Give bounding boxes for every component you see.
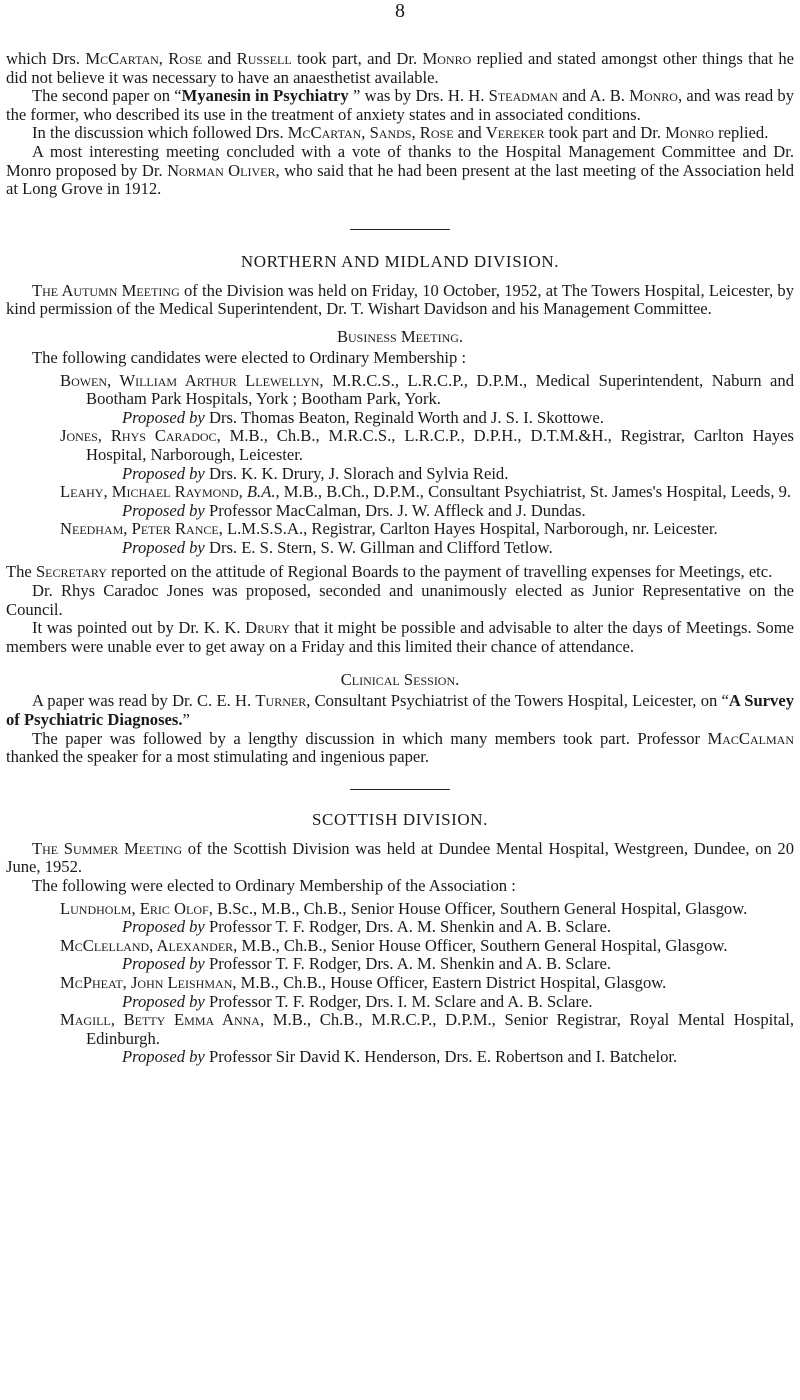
intro-paragraph-2: The second paper on “Myanesin in Psychiatry ” was by Drs. H. H. Steadman and A. B. Monro, and was read by the former, who described its use in the treatment of anxiety states and in associated conditions.: [6, 86, 795, 124]
member-entry: McPheat, John Leishman, M.B., Ch.B., House Officer, Eastern District Hospital, Glasgow.: [60, 972, 667, 992]
member-proposers: Proposed by Drs. K. K. Drury, J. Slorach and Sylvia Reid.: [122, 463, 509, 483]
section-divider: [350, 789, 450, 790]
member-entry: McClelland, Alexander, M.B., Ch.B., Senior House Officer, Southern General Hospital, Glasgow.: [60, 935, 728, 955]
section-heading-scottish: SCOTTISH DIVISION.: [311, 809, 489, 829]
northern-member-list: [6, 372, 794, 558]
member-entry: Leahy, Michael Raymond, B.A., M.B., B.Ch., D.P.M., Consultant Psychiatrist, St. James's Hospital, Leeds, 9.: [60, 482, 792, 502]
page-number: 8: [395, 0, 405, 22]
member-proposers: Proposed by Professor T. F. Rodger, Drs. A. M. Shenkin and A. B. Sclare.: [122, 954, 612, 974]
member-proposers: Proposed by Drs. Thomas Beaton, Reginald Worth and J. S. I. Skottowe.: [122, 407, 604, 427]
section-divider: [350, 229, 450, 230]
northern-lead-paragraph: The Autumn Meeting of the Division was held on Friday, 10 October, 1952, at The Towers Hospital, Leicester, by kind permission of the Medical Superintendent, Dr. T. Wishart Davidson and his Management Committee.: [6, 280, 795, 319]
paper-title-myanesin: Myanesin in Psychiatry: [181, 86, 349, 106]
member-entry: Bowen, William Arthur Llewellyn, M.R.C.S., L.R.C.P., D.P.M., Medical Superintendent, Naburn and Bootham Park Hospitals, York ; Bootham Park, York.: [60, 370, 794, 409]
clinical-discussion-paragraph: The paper was followed by a lengthy discussion in which many members took part. Professor MacCalman thanked the speaker for a most stimulating and ingenious paper.: [6, 728, 794, 767]
intro-paragraph-1: which Drs. McCartan, Rose and Russell took part, and Dr. Monro replied and stated amongst other things that he did not believe it was necessary to have an anaesthetist available.: [6, 49, 794, 87]
member-proposers: Proposed by Professor MacCalman, Drs. J. W. Affleck and J. Dundas.: [122, 500, 586, 520]
intro-paragraph-3: In the discussion which followed Drs. McCartan, Sands, Rose and Vereker took part and Dr. Monro replied.: [32, 123, 769, 143]
scottish-member-list: [6, 900, 794, 1067]
clinical-paper-paragraph: A paper was read by Dr. C. E. H. Turner, Consultant Psychiatrist of the Towers Hospital, Leicester, on “A Survey of Psychiatric Diagnoses.”: [6, 691, 794, 730]
paper-title-survey: A Survey of Psychiatric Diagnoses.: [6, 691, 794, 730]
member-proposers: Proposed by Professor Sir David K. Henderson, Drs. E. Robertson and I. Batchelor.: [122, 1047, 678, 1067]
member-proposers: Proposed by Professor T. F. Rodger, Drs. A. M. Shenkin and A. B. Sclare.: [122, 917, 612, 937]
subheading-clinical-session: Clinical Session.: [340, 670, 460, 690]
junior-representative-paragraph: Dr. Rhys Caradoc Jones was proposed, seconded and unanimously elected as Junior Representative on the Council.: [6, 581, 794, 619]
subheading-business-meeting: Business Meeting.: [336, 326, 464, 346]
member-proposers: Proposed by Professor T. F. Rodger, Drs. I. M. Sclare and A. B. Sclare.: [122, 991, 593, 1011]
intro-paragraph-4: A most interesting meeting concluded with a vote of thanks to the Hospital Management Committee and Dr. Monro proposed by Dr. Norman Oliver, who said that he had been present at the last meeting of the Association held at Long Grove in 1912.: [6, 141, 794, 199]
member-entry: Magill, Betty Emma Anna, M.B., Ch.B., M.R.C.P., D.P.M., Senior Registrar, Royal Mental Hospital, Edinburgh.: [60, 1010, 794, 1048]
secretary-report-paragraph: The Secretary reported on the attitude of Regional Boards to the payment of travelling expenses for Meetings, etc.: [6, 562, 773, 582]
member-entry: Needham, Peter Rance, L.M.S.S.A., Registrar, Carlton Hayes Hospital, Narborough, nr. Leicester.: [60, 519, 718, 539]
member-proposers: Proposed by Drs. E. S. Stern, S. W. Gillman and Clifford Tetlow.: [122, 537, 553, 557]
meeting-days-paragraph: It was pointed out by Dr. K. K. Drury that it might be possible and advisable to alter the days of Meetings. Some members were unable ever to get away on a Friday and this limited their chance of attendance.: [6, 618, 794, 656]
member-entry: Lundholm, Eric Olof, B.Sc., M.B., Ch.B., Senior House Officer, Southern General Hospital, Glasgow.: [60, 898, 748, 918]
section-heading-northern: NORTHERN AND MIDLAND DIVISION.: [240, 251, 560, 271]
member-entry: Jones, Rhys Caradoc, M.B., Ch.B., M.R.C.S., L.R.C.P., D.P.H., D.T.M.&H., Registrar, Carlton Hayes Hospital, Narborough, Leicester.: [60, 426, 794, 464]
northern-elected-intro: The following candidates were elected to Ordinary Membership :: [32, 347, 467, 367]
scottish-elected-intro: The following were elected to Ordinary Membership of the Association :: [32, 876, 516, 895]
scottish-lead-paragraph: The Summer Meeting of the Scottish Division was held at Dundee Mental Hospital, Westgreen, Dundee, on 20 June, 1952.: [6, 838, 794, 877]
